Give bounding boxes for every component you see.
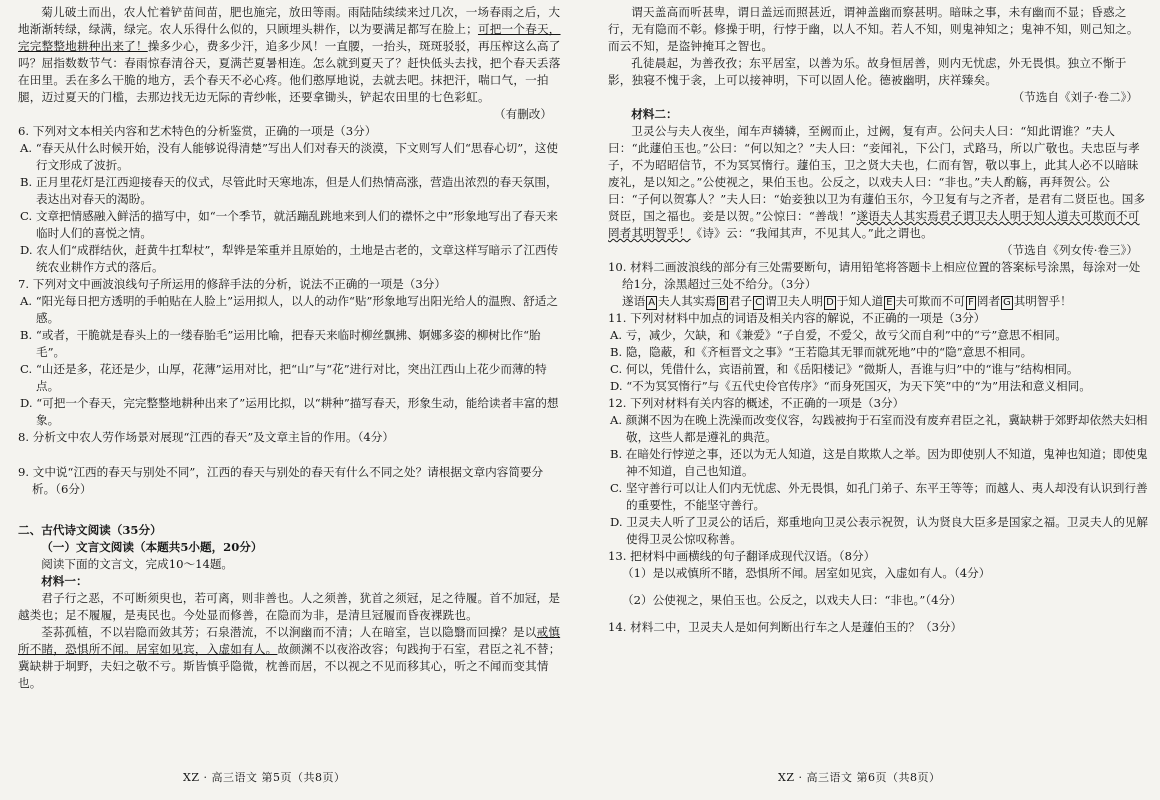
left-page: [18, 4, 562, 792]
question-14: 14. 材料二中，卫灵夫人是如何判断出行车之人是蘧伯玉的？（3分）: [608, 620, 963, 634]
material-text: 荃荪孤植，不以岩隐而敛其芳；石泉潜流，不以涧幽而不清；人在暗室，岂以隐翳而回操？是以: [41, 625, 537, 639]
sequence-part: 于知人道: [836, 294, 884, 308]
page-footer: XZ · 高三语文 第6页（共8页）: [778, 771, 941, 784]
sequence-part: 罔者: [976, 294, 1001, 308]
question-13-stem: 13. 把材料中画横线的句子翻译成现代汉语。（8分）: [608, 549, 876, 563]
material-2-label: 材料二：: [631, 107, 678, 121]
material-underlined-text: 戒慎所不睹，恐惧所不闻。居室如见宾，入虚如有人。: [18, 625, 561, 656]
sequence-part: 其明智乎！: [1013, 294, 1072, 308]
question-7-option-a: A. “阳光每日把方透明的手帕贴在人脸上”运用拟人，以人的动作“贴”形象地写出阳光给人的温煦、舒适之感。: [20, 294, 558, 325]
material-2-source: （节选自《列女传·卷三》）: [1000, 243, 1138, 257]
question-6-option-c: C. 文章把情感融入鲜活的描写中，如“一个季节，就活蹦乱跳地来到人们的襟怀之中”形象地写出了春天来临时人们的喜悦之情。: [20, 209, 558, 240]
subsection-heading: （一）文言文阅读（本题共5小题，20分）: [41, 540, 263, 554]
answer-space: [608, 582, 1148, 592]
question-7-option-c: C. “山还是多，花还是少，山厚，花薄”运用对比，把“山”与“花”进行对比，突出江西山上花少而薄的特点。: [20, 362, 547, 393]
break-mark-c: C: [755, 297, 763, 308]
material-1-paragraph: 君子行之恶，不可断须臾也，若可离，则非善也。人之须善，犹首之须冠，足之待履。首不加冠，是越类也；足不履履，是夷民也。今处显而修善，在隐而为非，是清旦冠履而昏夜裸跣也。: [18, 591, 561, 622]
passage-underlined-text: 可把一个春天，完完整整地耕种出来了！: [18, 22, 561, 53]
right-page: [608, 4, 1148, 792]
material-1-source: （节选自《刘子·卷二》）: [1012, 90, 1138, 104]
material-text: 《诗》云：“我闻其声，不见其人。”此之谓也。: [690, 226, 933, 240]
question-7-option-d: D. “可把一个春天，完完整整地耕种出来了”运用比拟，以“耕种”描写春天，形象生动，能给读者丰富的想象。: [20, 396, 559, 427]
break-mark-d: D: [826, 297, 834, 308]
question-7-option-b: B. “或者，干脆就是春头上的一缕春胎毛”运用比喻，把春天来临时柳丝飘拂、婀娜多姿的柳树比作“胎毛”。: [20, 328, 541, 359]
material-1-paragraph: 谓天盖高而听甚卑，谓日盖远而照甚近，谓神盖幽而察甚明。暗昧之事，未有幽而不显；昏惑之行，无有隐而不彰。修操于明，行悖于幽，以人不知。若人不知，则鬼神知之；鬼神不知，则己知之。而云不知，是盗钟掩耳之智也。: [608, 5, 1139, 53]
question-9: 9. 文中说“江西的春天与别处不同”，江西的春天与别处的春天有什么不同之处？请根据文章内容简要分析。（6分）: [18, 465, 544, 496]
passage-paragraph: [18, 4, 562, 106]
question-13-item-1: （1）是以戒慎所不睹，恐惧所不闻。居室如见宾，入虚如有人。（4分）: [622, 566, 991, 580]
question-11-stem: 11. 下列对材料中加点的词语及相关内容的解说，不正确的一项是（3分）: [608, 311, 986, 325]
break-mark-f: F: [968, 297, 974, 308]
question-6-option-b: B. 正月里花灯是江西迎接春天的仪式，尽管此时天寒地冻，但是人们热情高涨，营造出浓烈的春天氛围，表达出对春天的渴盼。: [20, 175, 558, 206]
answer-space: [608, 609, 1148, 619]
question-12-option-a: A. 颜渊不因为在晚上洗澡而改变仪容，勾践被拘于石室而没有废弃君臣之礼，冀缺耕于郊野却依然夫妇相敬，这些人都是遵礼的典范。: [610, 413, 1148, 444]
passage-text: 菊儿破土而出，农人忙着铲苗间苗，肥也施完，放田等雨。雨陆陆续续来过几次，一场春雨之后，大地渐渐转绿，绿满，绿完。农人乐得什么似的，只顾埋头耕作，以为要满足都写在脸上；: [18, 5, 561, 36]
question-6-option-a: A. “春天从什么时候开始，没有人能够说得清楚”写出人们对春天的淡漠，下文则写人们“思春心切”，这使行文形成了波折。: [20, 141, 558, 172]
question-12-option-d: D. 卫灵夫人听了卫灵公的话后，郑重地向卫灵公表示祝贺，认为贤良大臣多是国家之福。卫灵夫人的见解使得卫灵公惊叹称善。: [610, 515, 1148, 546]
break-mark-e: E: [886, 297, 893, 308]
sequence-part: 谓卫夫人明: [765, 294, 824, 308]
question-10: 10. 材料二画波浪线的部分有三处需要断句，请用铅笔将答题卡上相应位置的答案标号涂黑，每涂对一处给1分，涂黑超过三处不给分。（3分）: [608, 260, 1141, 291]
question-10-sequence: [608, 293, 1148, 310]
question-11-option-b: B. 隐，隐蔽，和《齐桓晋文之事》“王若隐其无罪而就死地”中的“隐”意思不相同。: [610, 345, 1033, 359]
question-6-option-d: D. 农人们“成群结伙，赶黄牛扛犁杖”，犁铧是笨重并且原始的，土地是古老的，文章这样写暗示了江西传统农业耕作方式的落后。: [20, 243, 559, 274]
question-11-option-a: A. 亏，减少，欠缺，和《兼爱》“子自爱，不爱父，故亏父而自利”中的“亏”意思不相同。: [610, 328, 1067, 342]
sequence-part: 夫可欺而不可: [895, 294, 966, 308]
question-12-option-b: B. 在暗处行悖逆之事，还以为无人知道，这是自欺欺人之举。因为即使别人不知道，鬼神也知道；即使鬼神不知道，自己也知道。: [610, 447, 1148, 478]
material-wavy-text: 遂语夫人其实焉君子谓卫夫人明于知人道夫可欺而不可罔者其明智乎！: [608, 209, 1140, 240]
sequence-part: 夫人其实焉: [658, 294, 717, 308]
question-12-option-c: C. 坚守善行可以让人们内无忧虑、外无畏惧，如孔门弟子、东平王等等；而越人、夷人却没有认识到行善的重要性，不能坚守善行。: [610, 481, 1148, 512]
break-mark-g: G: [1003, 297, 1011, 308]
material-2-paragraph: [608, 123, 1148, 242]
material-text: 卫灵公与夫人夜坐，闻车声辚辚，至阙而止，过阙，复有声。公问夫人曰：“知此谓谁？”夫人曰：“此蘧伯玉也。”公曰：“何以知之？”夫人曰：“妾闻礼，下公门，式路马，所以广敬也。夫忠臣与孝子，不为昭昭信节，不为冥冥惰行。蘧伯玉，卫之贤大夫也，仁而有智，敬以事上，此其人必不以暗昧废礼，是以知之。”公使视之，果伯玉也。公反之，以戏夫人曰：“非也。”夫人酌觞，再拜贺公。公曰：“子何以贺寡人？”夫人曰：“始妾独以卫为有蘧伯玉尔，今卫复有与之齐者，是君有二贤臣也。国多贤臣，国之福也。妾是以贺。”公惊曰：“善哉！”: [608, 124, 1146, 223]
question-6-stem: 6. 下列对文本相关内容和艺术特色的分析鉴赏，正确的一项是（3分）: [18, 124, 377, 138]
question-11-option-c: C. 何以，凭借什么，宾语前置，和《岳阳楼记》“微斯人，吾谁与归”中的“谁与”结构相同。: [610, 362, 1079, 376]
material-1-label: 材料一：: [41, 574, 88, 588]
answer-space: [18, 446, 562, 464]
question-13-item-2: （2）公使视之，果伯玉也。公反之，以戏夫人曰：“非也。”（4分）: [622, 593, 962, 607]
material-1-paragraph: 孔徒晨起，为善孜孜；东平居室，以善为乐。故身恒居善，则内无忧虑，外无畏惧。独立不惭于影，独寝不愧于衾，上可以接神明，下可以固人伦。德被幽明，庆祥臻矣。: [608, 56, 1127, 87]
material-text: 故颜渊不以夜浴改容；句践拘于石室，君臣之礼不替；冀缺耕于坰野，夫妇之敬不亏。斯皆慎乎隐微，枕善而居，不以视之不见而移其心，听之不闻而变其情也。: [18, 642, 561, 690]
section-heading: 二、古代诗文阅读（35分）: [18, 523, 162, 537]
break-mark-a: A: [648, 297, 656, 308]
sequence-part: 遂语: [622, 294, 646, 308]
page-footer: XZ · 高三语文 第5页（共8页）: [183, 771, 346, 784]
break-mark-b: B: [719, 297, 726, 308]
instruction: 阅读下面的文言文，完成10～14题。: [41, 557, 234, 571]
sequence-part: 君子: [728, 294, 753, 308]
passage-source: （有删改）: [494, 107, 552, 121]
question-8: 8. 分析文中农人劳作场景对展现“江西的春天”及文章主旨的作用。（4分）: [18, 430, 394, 444]
question-11-option-d: D. “不为冥冥惰行”与《五代史伶官传序》“而身死国灭，为天下笑”中的“为”用法和意义相同。: [610, 379, 1091, 393]
question-7-stem: 7. 下列对文中画波浪线句子所运用的修辞手法的分析，说法不正确的一项是（3分）: [18, 277, 446, 291]
passage-text: 操多少心，费多少汗，追多少风！一直腰，一抬头，斑斑驳驳，再压榨这么高了吗？屈指数数节气：春雨惊春清谷天，夏满芒夏暑相连。怎么就到夏天了？赶快低头去找，把个春天丢落在田里。丢在多么干脆的地方，丢个春天不必心疼。他们憨厚地说，去就去吧。抹把汗，喘口气，一拍腿，迈过夏天的门槛，去那边找无边无际的青纱帐，还要拿锄头，铲起农田里的七色彩虹。: [18, 39, 561, 104]
answer-space: [18, 498, 562, 516]
question-12-stem: 12. 下列对材料有关内容的概述，不正确的一项是（3分）: [608, 396, 905, 410]
material-1-paragraph: [18, 624, 562, 692]
